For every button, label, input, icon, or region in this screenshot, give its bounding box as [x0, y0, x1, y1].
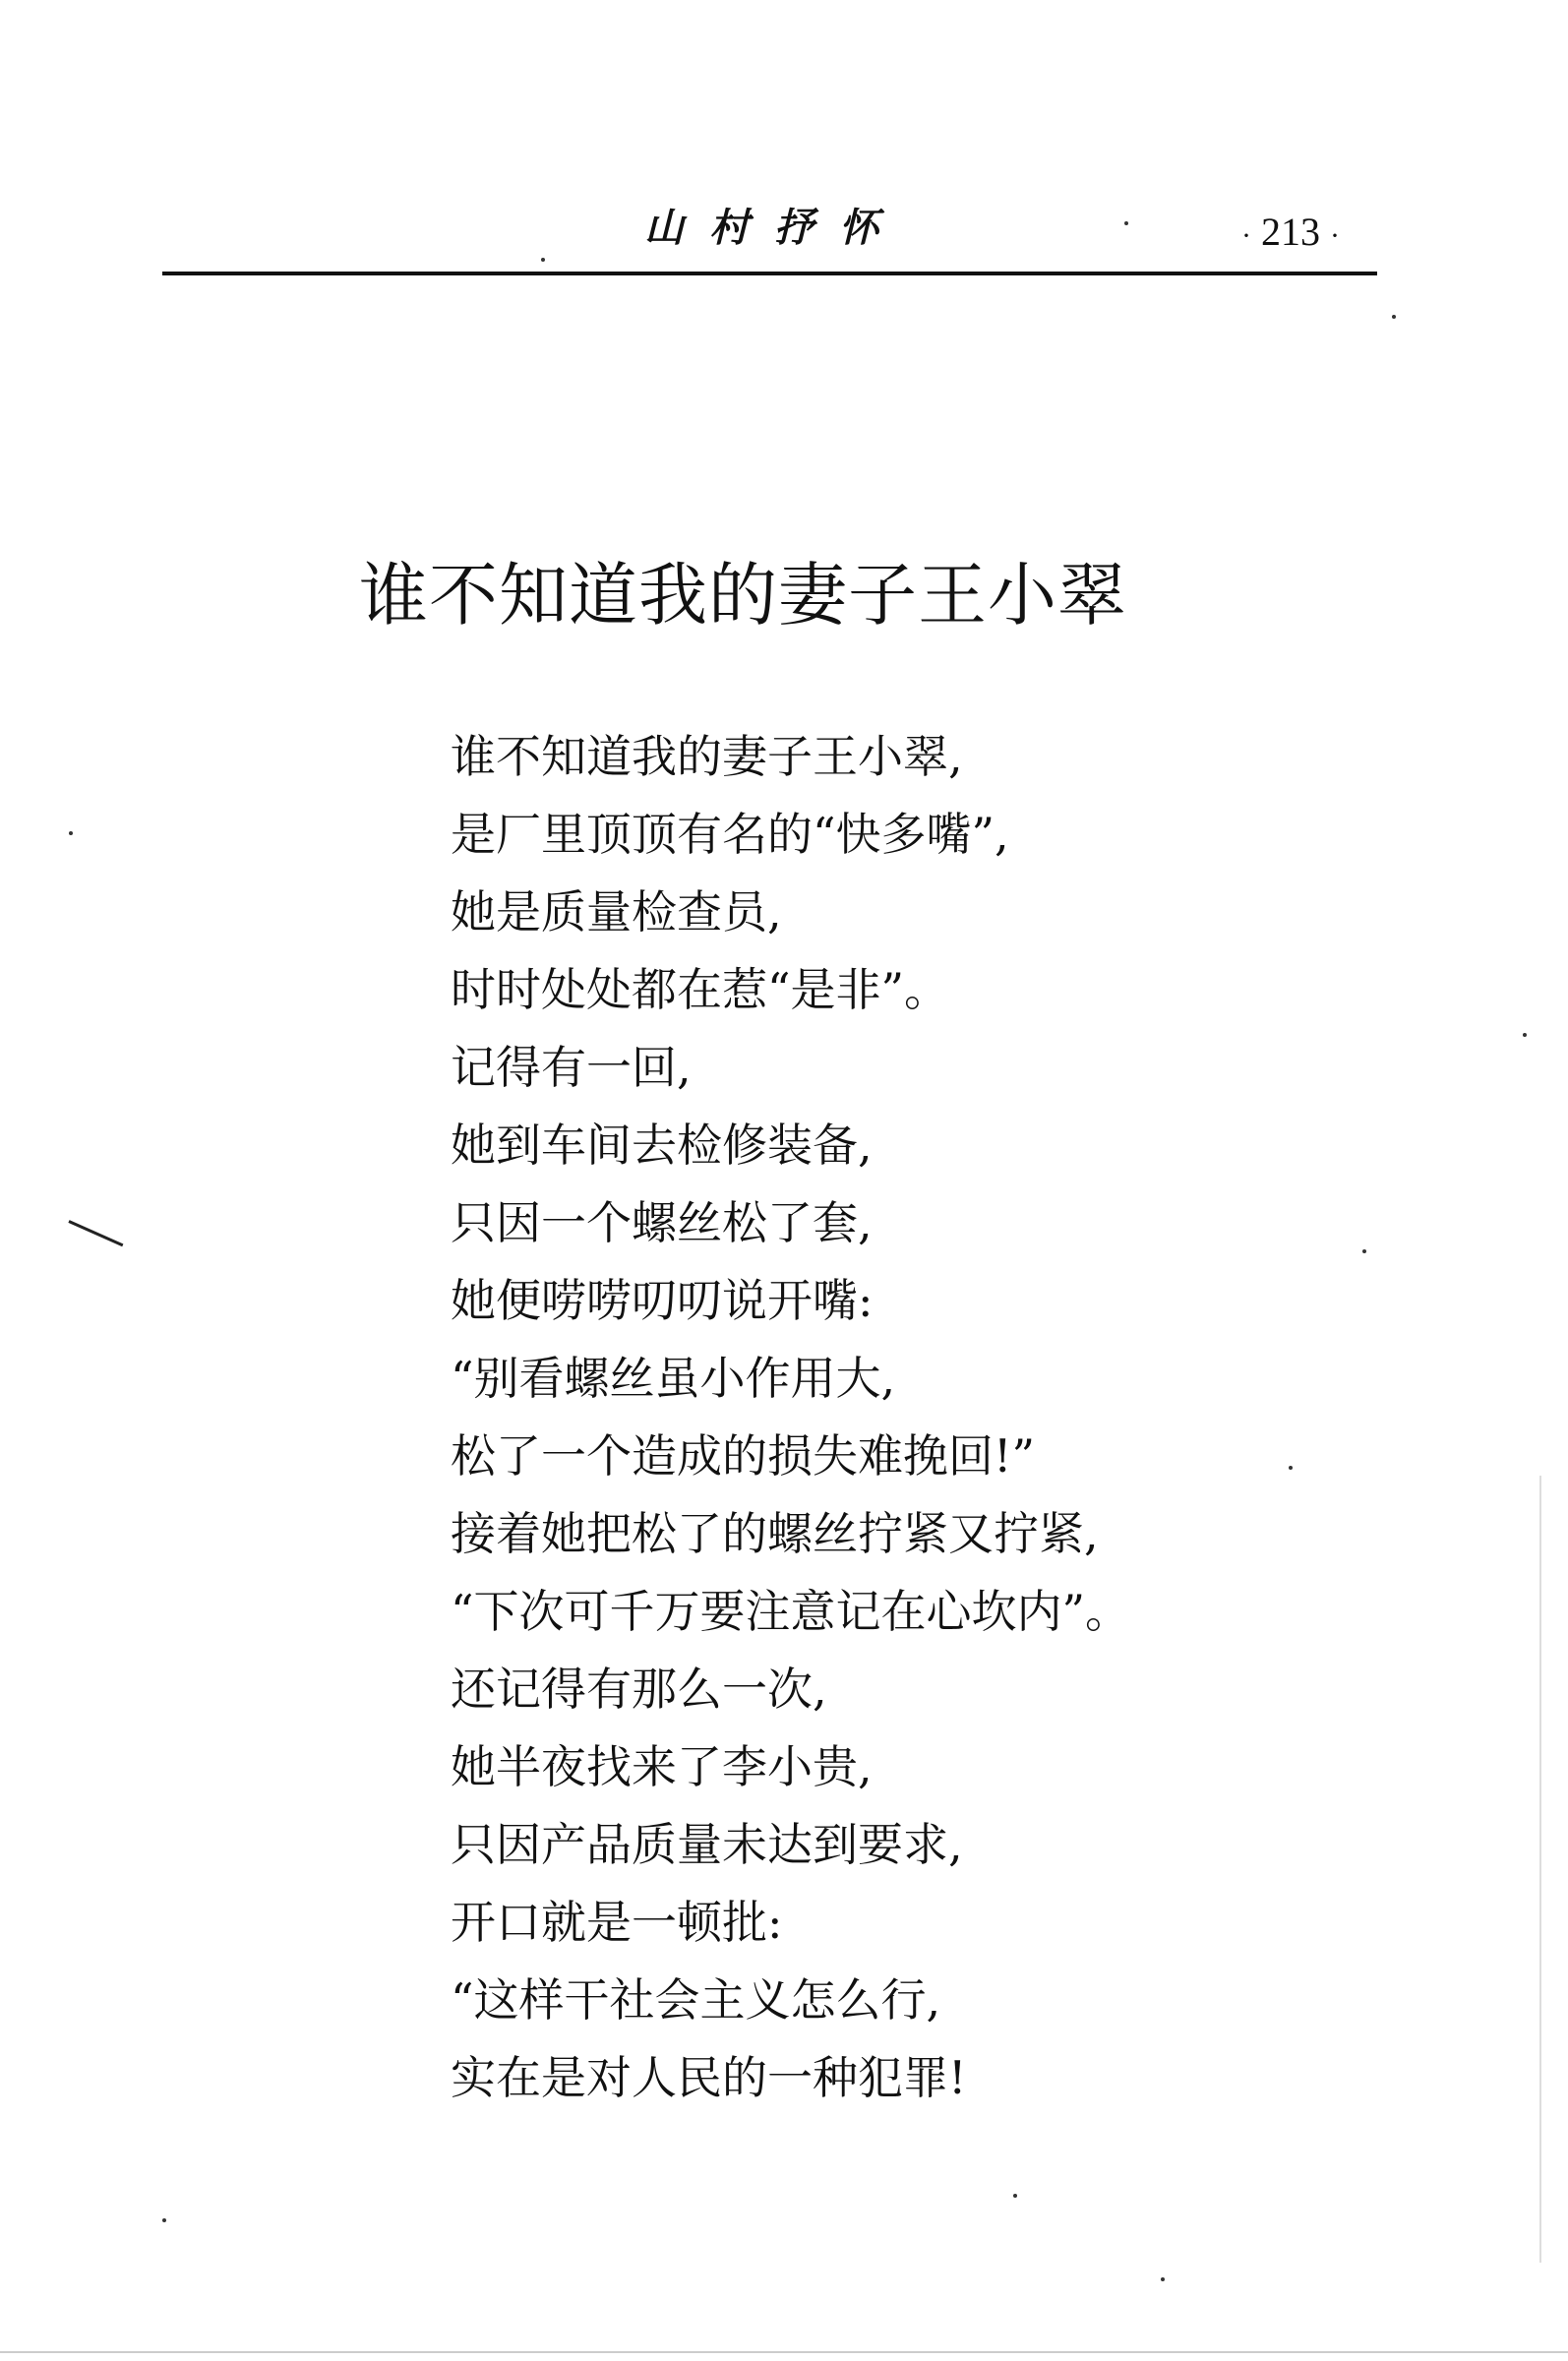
scan-speck — [1392, 315, 1396, 319]
scan-bottom-edge — [0, 2351, 1568, 2353]
running-header-title: 山村抒怀 — [644, 205, 904, 251]
scan-speck — [1362, 1249, 1366, 1253]
poem-body — [451, 718, 1434, 2117]
scan-mark — [68, 1220, 123, 1246]
running-header — [162, 187, 1377, 275]
page-number-value: 213 — [1261, 210, 1320, 254]
poem-line: “下次可千万要注意记在心坎内”。 — [451, 1585, 1131, 1638]
page-number — [1232, 212, 1350, 252]
poem-line: “这样干社会主义怎么行, — [451, 1973, 941, 2027]
poem-line: 她便唠唠叨叨说开嘴: — [451, 1274, 874, 1327]
scan-speck — [1523, 1033, 1527, 1037]
poem-line: 她是质量检查员, — [451, 885, 782, 938]
page-number-dot-left: · — [1241, 218, 1251, 252]
scan-speck — [162, 2218, 166, 2222]
poem-line: 是厂里顶顶有名的“快多嘴”, — [451, 808, 1009, 861]
poem-line: 开口就是一顿批: — [451, 1896, 783, 1949]
poem-line: 松了一个造成的损失难挽回!” — [451, 1429, 1036, 1483]
poem-line: 时时处处都在惹“是非”。 — [451, 963, 950, 1016]
scan-speck — [1161, 2277, 1165, 2281]
scan-speck — [1124, 221, 1128, 225]
scan-speck — [1013, 2194, 1017, 2198]
scan-speck — [69, 831, 73, 835]
scan-edge — [1539, 1476, 1541, 2263]
poem-line: 她到车间去检修装备, — [451, 1119, 873, 1172]
poem-line: 只因一个螺丝松了套, — [451, 1196, 873, 1249]
poem-line: 记得有一回, — [451, 1041, 692, 1094]
scan-speck — [1289, 1466, 1293, 1470]
poem-line: 只因产品质量未达到要求, — [451, 1818, 963, 1871]
poem-line: 实在是对人民的一种犯罪! — [451, 2051, 967, 2104]
header-rule — [162, 272, 1377, 275]
page-number-dot-right: · — [1330, 218, 1340, 252]
poem-line: 谁不知道我的妻子王小翠, — [451, 730, 963, 783]
poem-line: 接着她把松了的螺丝拧紧又拧紧, — [451, 1507, 1099, 1560]
scan-speck — [541, 258, 545, 262]
poem-line: 还记得有那么一次, — [451, 1663, 827, 1716]
poem-line: 她半夜找来了李小贵, — [451, 1740, 873, 1793]
poem-line: “别看螺丝虽小作用大, — [451, 1352, 896, 1405]
poem-title: 谁不知道我的妻子王小翠 — [359, 555, 1127, 636]
